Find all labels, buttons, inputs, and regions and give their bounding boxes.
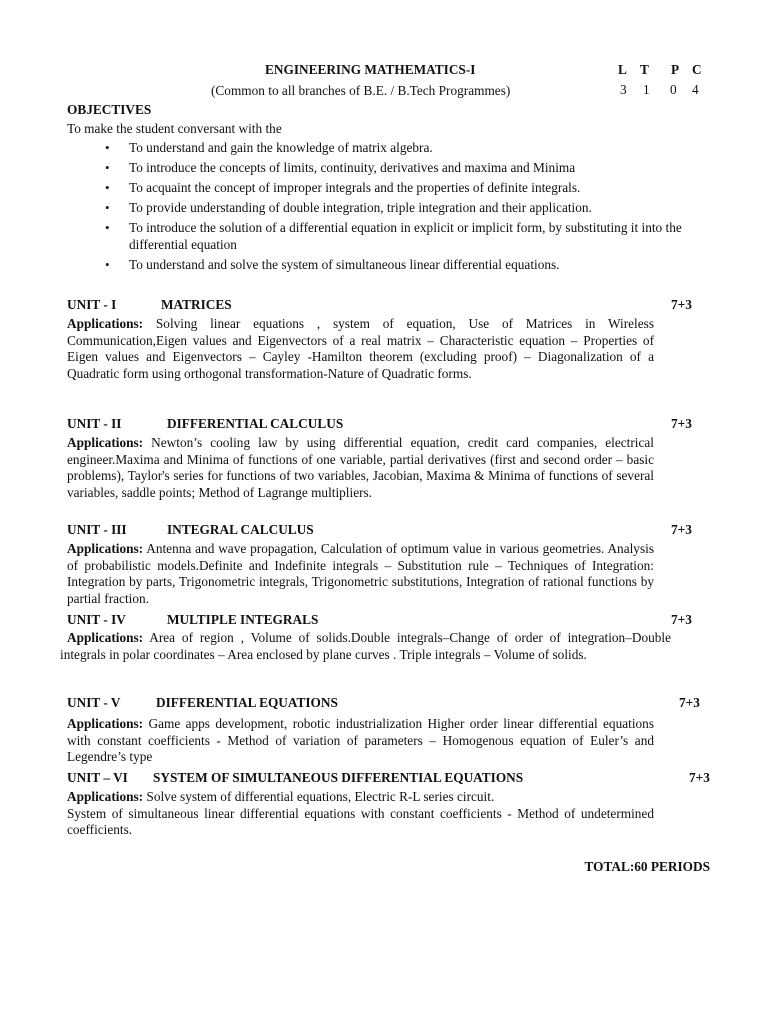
ltpc-label-p: P [671,62,680,77]
unit-4-body [60,630,671,663]
unit-number: UNIT – VI [67,770,128,785]
applications-label: Applications: [67,316,144,331]
ltpc-value-c: 4 [692,82,699,97]
unit-extra-text: System of simultaneous linear differential equations with constant coefficients - Method of undetermined coefficients. [67,805,654,837]
unit-6-body [67,789,654,839]
page-subtitle: (Common to all branches of B.E. / B.Tech Programmes) [211,83,511,98]
unit-text: Newton’s cooling law by using differential equation, credit card companies, electrical engineer.Maxima and Minima of functions of one variable, partial derivatives (first and second order – basic problems), Taylor's series for functions of two variables, Jacobian, Maxima & Minima of functions of several variables, saddle points; Method of Lagrange multipliers. [67,435,654,500]
unit-title: MULTIPLE INTEGRALS [167,612,319,627]
unit-1-body [67,316,654,382]
objective-item: • To acquaint the concept of improper integrals and the properties of definite integrals. [105,180,705,197]
unit-title: DIFFERENTIAL CALCULUS [167,416,344,431]
unit-3-heading [67,522,314,539]
unit-4-heading [67,612,318,629]
unit-text: Solving linear equations , system of equation, Use of Matrices in Wireless Communication,Eigen values and Eigenvectors of a real matrix – Characteristic equation – Properties of Eigen values and Eigenvectors – Cayley -Hamilton theorem (excluding proof) – Diagonalization of a Quadratic form using orthogonal transformation-Nature of Quadratic forms. [67,316,654,381]
unit-title: MATRICES [161,297,232,312]
unit-title: DIFFERENTIAL EQUATIONS [156,695,338,710]
unit-6-heading [67,770,523,787]
objectives-heading: OBJECTIVES [67,102,152,117]
objective-item: • To understand and solve the system of simultaneous linear differential equations. [105,257,705,274]
unit-number: UNIT - IV [67,612,126,627]
unit-title: INTEGRAL CALCULUS [167,522,314,537]
unit-number: UNIT - I [67,297,117,312]
ltpc-label-t: T [640,62,649,77]
unit-text: Solve system of differential equations, Electric R-L series circuit. [143,789,495,804]
unit-2-heading [67,416,343,433]
unit-3-hours: 7+3 [671,522,692,537]
unit-number: UNIT - II [67,416,122,431]
objectives-intro: To make the student conversant with the [67,121,282,136]
unit-number: UNIT - III [67,522,127,537]
unit-number: UNIT - V [67,695,121,710]
ltpc-label-c: C [692,62,702,77]
ltpc-value-t: 1 [643,82,650,97]
applications-label: Applications: [67,716,144,731]
unit-text: Area of region , Volume of solids.Double integrals–Change of order of integration–Double integrals in polar coordinates – Area enclosed by plane curves . Triple integrals – Volume of solids. [60,630,671,662]
applications-label: Applications: [67,789,144,804]
page-title: ENGINEERING MATHEMATICS-I [265,62,476,77]
unit-title: SYSTEM OF SIMULTANEOUS DIFFERENTIAL EQUATIONS [153,770,524,785]
applications-label: Applications: [67,435,144,450]
unit-2-body [67,435,654,501]
unit-6-hours: 7+3 [689,770,710,785]
applications-label: Applications: [67,630,144,645]
unit-5-heading [67,695,338,712]
ltpc-value-l: 3 [620,82,627,97]
unit-2-hours: 7+3 [671,416,692,431]
objectives-list [105,140,705,277]
unit-text: Game apps development, robotic industrialization Higher order linear differential equations with constant coefficients - Method of variation of parameters – Homogenous equation of Euler’s and Legendre’s type [67,716,654,764]
unit-1-hours: 7+3 [671,297,692,312]
unit-text: Antenna and wave propagation, Calculation of optimum value in various geometries. Analysis of probabilistic models.Definite and Indefinite integrals – Substitution rule – Techniques of Integration: Integration by parts, Trigonometric integrals, Trigonometric substitutions, Integration of rational functions by partial fraction. [67,541,654,606]
objective-item: • To introduce the concepts of limits, continuity, derivatives and maxima and Minima [105,160,705,177]
ltpc-label-l: L [618,62,627,77]
ltpc-value-p: 0 [670,82,677,97]
total-periods: TOTAL:60 PERIODS [584,859,710,874]
unit-4-hours: 7+3 [671,612,692,627]
objective-item: • To provide understanding of double integration, triple integration and their application. [105,200,705,217]
unit-3-body [67,541,654,607]
unit-5-hours: 7+3 [679,695,700,710]
objective-item: • To introduce the solution of a differential equation in explicit or implicit form, by substituting it into the differential equation [105,220,705,253]
unit-1-heading [67,297,232,314]
unit-5-body [67,716,654,766]
objective-item: • To understand and gain the knowledge of matrix algebra. [105,140,705,157]
applications-label: Applications: [67,541,144,556]
